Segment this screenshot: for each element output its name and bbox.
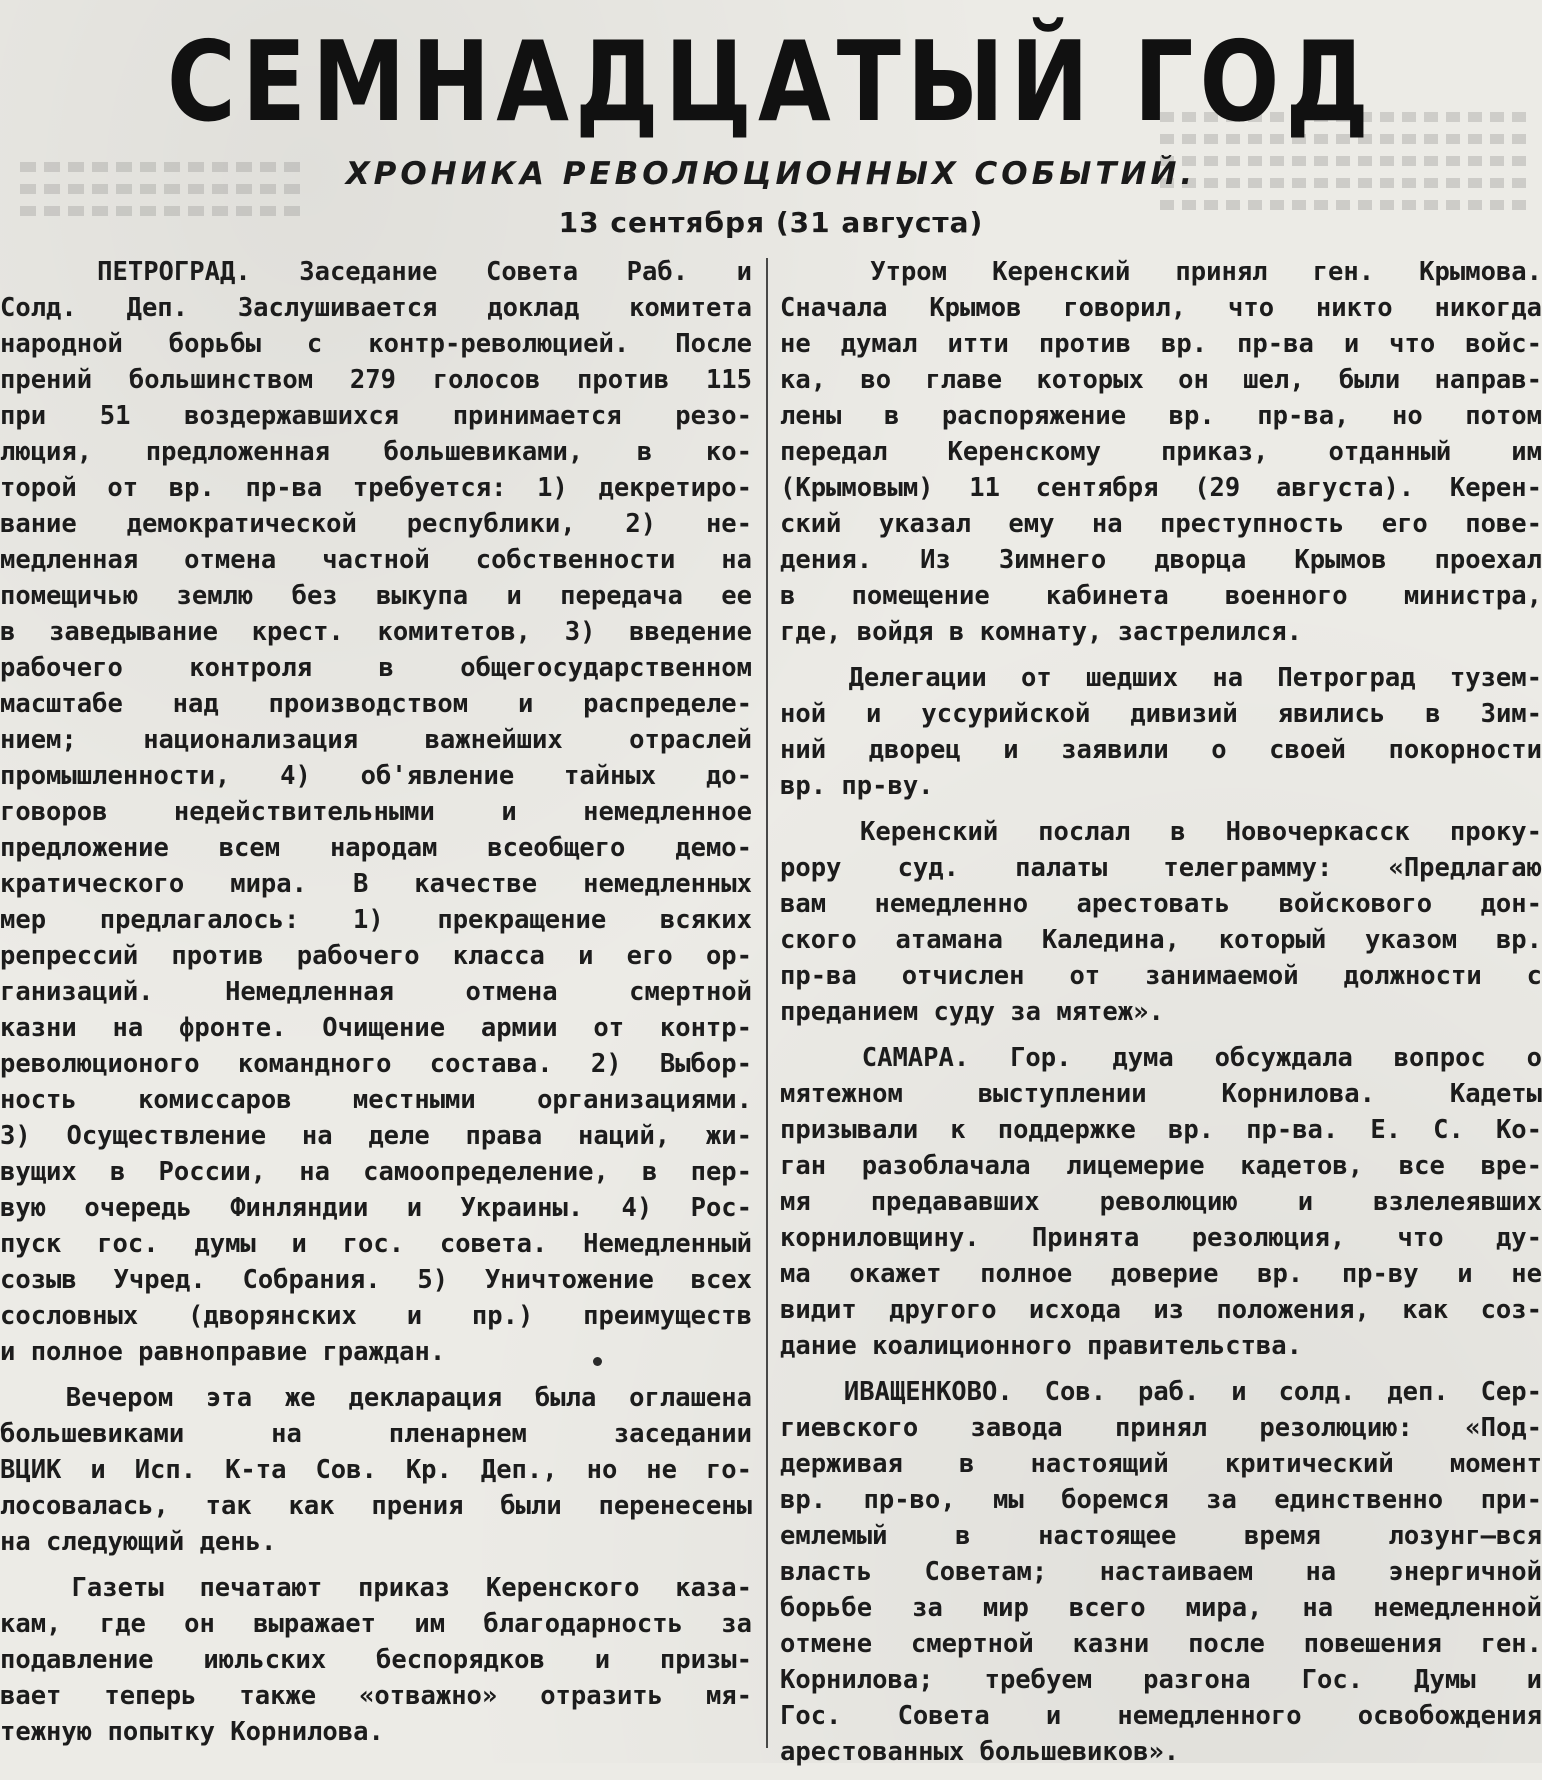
text-line: тежную попытку Корнилова. (0, 1717, 384, 1747)
text-line: арестованных большевиков». (780, 1737, 1180, 1767)
text-line: прений большинством 279 голосов против 115 (0, 365, 752, 395)
text-line: вает теперь также «отважно» отразить мя- (0, 1681, 752, 1711)
text-line: емлемый в настоящее время лозунг—вся (780, 1521, 1542, 1551)
text-line: ганизаций. Немедленная отмена смертной (0, 977, 752, 1007)
article-paragraph (780, 660, 1542, 804)
text-line: рабочего контроля в общегосударственном (0, 653, 752, 683)
text-line: кратического мира. В качестве немедленных (0, 869, 752, 899)
text-line: (Крымовым) 11 сентября (29 августа). Керен- (780, 473, 1542, 503)
text-line: мя предававших революцию и взлелеявших (780, 1187, 1542, 1217)
text-line: масштабе над производством и распределе- (0, 689, 752, 719)
text-line: вание демократической республики, 2) не- (0, 509, 752, 539)
text-line: держивая в настоящий критический момент (780, 1449, 1542, 1479)
text-line: на следующий день. (0, 1527, 277, 1557)
text-line: Делегации от шедших на Петроград тузем- (780, 663, 1542, 693)
text-line: ВЦИК и Исп. К-та Сов. Кр. Деп., но не го- (0, 1455, 752, 1485)
text-line: отмене смертной казни после повешения ген. (780, 1629, 1542, 1659)
text-line: передал Керенскому приказ, отданный им (780, 437, 1542, 467)
text-line: люция, предложенная большевиками, в ко- (0, 437, 752, 467)
article-paragraph (780, 1374, 1542, 1770)
text-line: ность комиссаров местными организациями. (0, 1085, 752, 1115)
text-line: вущих в России, на самоопределение, в пер- (0, 1157, 752, 1187)
text-line: Керенский послал в Новочеркасск проку- (780, 817, 1542, 847)
text-line: не думал итти против вр. пр-ва и что войс- (780, 329, 1542, 359)
text-line: Газеты печатают приказ Керенского каза- (0, 1573, 752, 1603)
text-line: лосовалась, так как прения были перенесены (0, 1491, 752, 1521)
page-title: СЕМНАДЦАТЫЙ ГОД (166, 18, 1376, 148)
text-line: пуск гос. думы и гос. совета. Немедленный (0, 1229, 752, 1259)
text-line: созыв Учред. Собрания. 5) Уничтожение всех (0, 1265, 752, 1295)
text-line: пр-ва отчислен от занимаемой должности с (780, 961, 1542, 991)
left-column (0, 254, 752, 1760)
text-line: народной борьбы с контр-революцией. После (0, 329, 752, 359)
text-line: медленная отмена частной собственности на (0, 545, 752, 575)
text-line: ний дворец и заявили о своей покорности (780, 735, 1542, 765)
text-line: казни на фронте. Очищение армии от контр- (0, 1013, 752, 1043)
text-line: торой от вр. пр-ва требуется: 1) декретиро- (0, 473, 752, 503)
text-line: мер предлагалось: 1) прекращение всяких (0, 905, 752, 935)
ink-spot (593, 1357, 602, 1366)
text-line: ИВАЩЕНКОВО. Сов. раб. и солд. деп. Сер- (780, 1377, 1542, 1407)
text-line: дание коалиционного правительства. (780, 1331, 1302, 1361)
text-line: вр. пр-во, мы боремся за единственно при- (780, 1485, 1542, 1515)
text-line: мятежном выступлении Корнилова. Кадеты (780, 1079, 1542, 1109)
article-paragraph (780, 254, 1542, 650)
text-line: подавление июльских беспорядков и призы- (0, 1645, 752, 1675)
text-line: вам немедленно арестовать войскового дон- (780, 889, 1542, 919)
text-line: в заведывание крест. комитетов, 3) введение (0, 617, 752, 647)
text-line: нием; национализация важнейших отраслей (0, 725, 752, 755)
text-line: рору суд. палаты телеграмму: «Предлагаю (780, 853, 1542, 883)
right-column (780, 254, 1542, 1780)
text-line: где, войдя в комнату, застрелился. (780, 617, 1302, 647)
text-line: ка, во главе которых он шел, были направ- (780, 365, 1542, 395)
text-line: преданием суду за мятеж». (780, 997, 1164, 1027)
text-line: 3) Осуществление на деле права наций, жи- (0, 1121, 752, 1151)
text-line: вр. пр-ву. (780, 771, 934, 801)
text-line: ПЕТРОГРАД. Заседание Совета Раб. и (0, 257, 752, 287)
text-line: и полное равноправие граждан. (0, 1337, 446, 1367)
text-line: САМАРА. Гор. дума обсуждала вопрос о (780, 1043, 1542, 1073)
text-line: кам, где он выражает им благодарность за (0, 1609, 752, 1639)
text-line: Сначала Крымов говорил, что никто никогда (780, 293, 1542, 323)
text-line: сословных (дворянских и пр.) преимуществ (0, 1301, 752, 1331)
text-line: Утром Керенский принял ген. Крымова. (780, 257, 1542, 287)
text-line: ган разоблачала лицемерие кадетов, все вре- (780, 1151, 1542, 1181)
article-paragraph (0, 1570, 752, 1750)
article-paragraph (780, 814, 1542, 1030)
text-line: гиевского завода принял резолюцию: «Под- (780, 1413, 1542, 1443)
text-line: борьбе за мир всего мира, на немедленной (780, 1593, 1542, 1623)
page-subtitle: ХРОНИКА РЕВОЛЮЦИОННЫХ СОБЫТИЙ. (345, 156, 1197, 192)
text-line: Солд. Деп. Заслушивается доклад комитета (0, 293, 752, 323)
text-line: власть Советам; настаиваем на энергичной (780, 1557, 1542, 1587)
text-line: дения. Из Зимнего дворца Крымов проехал (780, 545, 1542, 575)
text-line: ского атамана Каледина, который указом вр. (780, 925, 1542, 955)
text-line: при 51 воздержавшихся принимается резо- (0, 401, 752, 431)
text-line: ной и уссурийской дивизий явились в Зим- (780, 699, 1542, 729)
text-line: большевиками на пленарнем заседании (0, 1419, 752, 1449)
text-line: Вечером эта же декларация была оглашена (0, 1383, 752, 1413)
text-line: вую очередь Финляндии и Украины. 4) Рос- (0, 1193, 752, 1223)
text-line: промышленности, 4) об'явление тайных до- (0, 761, 752, 791)
text-line: видит другого исхода из положения, как соз- (780, 1295, 1542, 1325)
article-paragraph (0, 254, 752, 1370)
text-line: революционого командного состава. 2) Выбор- (0, 1049, 752, 1079)
text-line: корниловщину. Принята резолюция, что ду- (780, 1223, 1542, 1253)
text-line: предложение всем народам всеобщего демо- (0, 833, 752, 863)
text-line: помещичью землю без выкупа и передача ее (0, 581, 752, 611)
text-line: репрессий против рабочего класса и его ор- (0, 941, 752, 971)
text-line: Гос. Совета и немедленного освобождения (780, 1701, 1542, 1731)
column-divider (766, 258, 768, 1748)
article-paragraph (780, 1040, 1542, 1364)
text-line: призывали к поддержке вр. пр-ва. Е. С. Ко- (780, 1115, 1542, 1145)
text-line: лены в распоряжение вр. пр-ва, но потом (780, 401, 1542, 431)
text-line: в помещение кабинета военного министра, (780, 581, 1542, 611)
text-line: Корнилова; требуем разгона Гос. Думы и (780, 1665, 1542, 1695)
text-line: говоров недействительными и немедленное (0, 797, 752, 827)
text-line: ский указал ему на преступность его пове- (780, 509, 1542, 539)
issue-date: 13 сентября (31 августа) (558, 206, 984, 239)
article-paragraph (0, 1380, 752, 1560)
masthead (0, 18, 1542, 239)
text-line: ма окажет полное доверие вр. пр-ву и не (780, 1259, 1542, 1289)
